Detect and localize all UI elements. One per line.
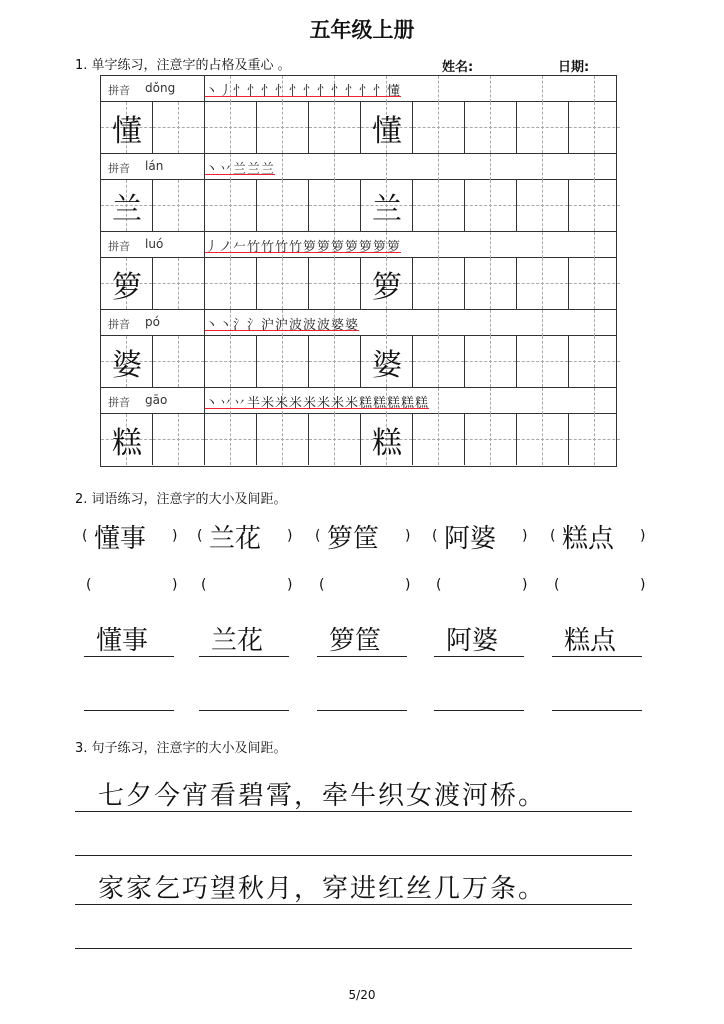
pinyin-guide	[490, 232, 491, 258]
word-underline	[434, 656, 524, 657]
writing-cell[interactable]	[361, 336, 413, 387]
pinyin-guide	[594, 154, 595, 180]
paren-open: (	[82, 528, 88, 544]
paren-open: (	[550, 528, 556, 544]
pinyin-guide	[542, 154, 543, 180]
word-model: 兰花	[209, 524, 262, 554]
writing-cell[interactable]	[517, 336, 569, 387]
pinyin-value: gāo	[145, 393, 168, 407]
pinyin-guide	[594, 310, 595, 336]
word-model: 糕点	[562, 524, 615, 554]
writing-cell[interactable]	[517, 102, 569, 153]
pinyin-paren-open: (	[201, 577, 207, 593]
writing-cell[interactable]	[257, 180, 309, 231]
pinyin-value: dǒng	[145, 81, 176, 95]
pinyin-paren-open: (	[319, 577, 325, 593]
writing-cell[interactable]	[361, 258, 413, 309]
writing-cell[interactable]	[517, 258, 569, 309]
model-character: 兰	[372, 192, 402, 227]
writing-cell[interactable]	[413, 414, 465, 465]
guide-horizontal	[413, 205, 464, 206]
char-row	[101, 388, 616, 466]
pinyin-guide	[334, 154, 335, 180]
sentence-model: 七夕今宵看碧霄，牵牛织女渡河桥。	[98, 781, 547, 811]
word-model-ruled: 懂事	[96, 626, 149, 656]
guide-horizontal	[257, 439, 308, 440]
section1-label: 1. 单字练习，注意字的占格及重心 。	[75, 58, 291, 73]
word-write-line[interactable]	[84, 710, 174, 711]
pinyin-label: 拼音	[108, 318, 130, 331]
word-write-line[interactable]	[552, 710, 642, 711]
writing-cell[interactable]	[361, 180, 413, 231]
guide-horizontal	[309, 127, 360, 128]
guide-horizontal	[517, 439, 568, 440]
sentence-underline	[75, 904, 632, 905]
writing-cell[interactable]	[153, 336, 205, 387]
writing-cell[interactable]	[153, 102, 205, 153]
guide-horizontal	[413, 127, 464, 128]
sentence-write-line[interactable]	[75, 855, 632, 856]
writing-cell[interactable]	[309, 102, 361, 153]
writing-cell[interactable]	[257, 414, 309, 465]
word-model-ruled: 兰花	[211, 626, 264, 656]
word-underline	[317, 656, 407, 657]
model-character: 婆	[112, 348, 142, 383]
paren-open: (	[197, 528, 203, 544]
writing-cell[interactable]	[517, 180, 569, 231]
guide-horizontal	[257, 361, 308, 362]
writing-cell[interactable]	[257, 102, 309, 153]
guide-horizontal	[413, 361, 464, 362]
writing-cell[interactable]	[413, 258, 465, 309]
writing-cell[interactable]	[465, 258, 517, 309]
date-label: 日期:	[558, 60, 590, 75]
pinyin-line	[101, 310, 616, 336]
writing-cell[interactable]	[413, 102, 465, 153]
paren-close: )	[522, 528, 528, 544]
word-underline	[84, 656, 174, 657]
guide-horizontal	[153, 205, 204, 206]
writing-cell[interactable]	[361, 414, 413, 465]
guide-horizontal	[205, 439, 256, 440]
pinyin-guide	[438, 76, 439, 102]
guide-horizontal	[205, 361, 256, 362]
guide-horizontal	[257, 205, 308, 206]
pinyin-guide	[594, 388, 595, 414]
writing-cell[interactable]	[205, 336, 257, 387]
pinyin-paren-open: (	[554, 577, 560, 593]
pinyin-line	[101, 232, 616, 258]
guide-horizontal	[413, 439, 464, 440]
guide-horizontal	[465, 361, 516, 362]
pinyin-guide	[542, 310, 543, 336]
writing-cell[interactable]	[153, 180, 205, 231]
model-character: 糕	[112, 426, 142, 461]
pinyin-guide	[542, 388, 543, 414]
guide-horizontal	[309, 439, 360, 440]
writing-cell[interactable]	[101, 180, 153, 231]
pinyin-guide	[490, 154, 491, 180]
word-model-ruled: 箩筐	[329, 626, 382, 656]
page-title: 五年级上册	[309, 18, 415, 42]
pinyin-guide	[438, 154, 439, 180]
writing-cell[interactable]	[257, 258, 309, 309]
guide-horizontal	[465, 283, 516, 284]
writing-cell[interactable]	[153, 258, 205, 309]
paren-close: )	[172, 528, 178, 544]
word-underline	[199, 656, 289, 657]
pinyin-guide	[594, 76, 595, 102]
model-character: 箩	[112, 270, 142, 305]
paren-open: (	[432, 528, 438, 544]
character-grid	[100, 75, 617, 467]
writing-cell[interactable]	[465, 336, 517, 387]
word-underline	[552, 656, 642, 657]
pinyin-paren-close: )	[640, 577, 646, 593]
word-model: 懂事	[94, 524, 147, 554]
pinyin-paren-close: )	[522, 577, 528, 593]
guide-horizontal	[257, 127, 308, 128]
model-character: 糕	[372, 426, 402, 461]
writing-cell[interactable]	[569, 102, 621, 153]
pinyin-line	[101, 76, 616, 102]
writing-cell[interactable]	[309, 258, 361, 309]
pinyin-guide	[542, 76, 543, 102]
guide-horizontal	[569, 283, 620, 284]
writing-cell[interactable]	[569, 258, 621, 309]
model-character: 懂	[372, 114, 402, 149]
word-model-ruled: 糕点	[564, 626, 617, 656]
writing-cell[interactable]	[309, 180, 361, 231]
guide-horizontal	[569, 205, 620, 206]
guide-horizontal	[517, 127, 568, 128]
stroke-order: 丿ノ𠂉竹竹竹竹箩箩箩箩箩箩箩	[205, 240, 402, 255]
paren-close: )	[287, 528, 293, 544]
pinyin-line	[101, 154, 616, 180]
stroke-order: 丶丶氵氵沪沪波波波婆婆	[205, 318, 360, 333]
guide-horizontal	[309, 283, 360, 284]
guide-horizontal	[257, 283, 308, 284]
pinyin-guide	[386, 310, 387, 336]
model-character: 婆	[372, 348, 402, 383]
guide-horizontal	[153, 361, 204, 362]
pinyin-guide	[438, 388, 439, 414]
writing-cell[interactable]	[101, 102, 153, 153]
paren-open: (	[315, 528, 321, 544]
writing-cell[interactable]	[569, 414, 621, 465]
writing-cell[interactable]	[413, 180, 465, 231]
section3-label: 3. 句子练习，注意字的大小及间距。	[75, 741, 287, 756]
writing-cell[interactable]	[205, 258, 257, 309]
writing-cell[interactable]	[569, 180, 621, 231]
writing-cell[interactable]	[257, 336, 309, 387]
writing-cell[interactable]	[517, 414, 569, 465]
guide-horizontal	[465, 127, 516, 128]
paren-close: )	[405, 528, 411, 544]
writing-cell[interactable]	[465, 180, 517, 231]
word-model: 箩筐	[327, 524, 380, 554]
model-character: 箩	[372, 270, 402, 305]
guide-horizontal	[205, 127, 256, 128]
writing-cell[interactable]	[309, 336, 361, 387]
paren-close: )	[640, 528, 646, 544]
guide-horizontal	[517, 361, 568, 362]
pinyin-label: 拼音	[108, 240, 130, 253]
writing-cell[interactable]	[101, 258, 153, 309]
writing-cell[interactable]	[205, 414, 257, 465]
guide-horizontal	[205, 283, 256, 284]
word-model: 阿婆	[444, 524, 497, 554]
pinyin-guide	[490, 388, 491, 414]
pinyin-line	[101, 388, 616, 414]
stroke-order: 丶丷兰兰兰	[205, 162, 276, 177]
pinyin-guide	[490, 310, 491, 336]
name-label: 姓名:	[442, 60, 474, 75]
pinyin-paren-close: )	[172, 577, 178, 593]
writing-cell[interactable]	[465, 414, 517, 465]
pinyin-guide	[386, 154, 387, 180]
writing-cell[interactable]	[309, 414, 361, 465]
guide-horizontal	[569, 127, 620, 128]
writing-cell[interactable]	[413, 336, 465, 387]
page-number: 5/20	[348, 988, 376, 1002]
char-row	[101, 154, 616, 232]
pinyin-paren-open: (	[436, 577, 442, 593]
guide-horizontal	[153, 127, 204, 128]
char-row	[101, 232, 616, 310]
sentence-model: 家家乞巧望秋月，穿进红丝几万条。	[98, 874, 547, 904]
pinyin-guide	[594, 232, 595, 258]
guide-horizontal	[465, 205, 516, 206]
pinyin-guide	[282, 154, 283, 180]
writing-cell[interactable]	[205, 102, 257, 153]
char-row	[101, 310, 616, 388]
guide-horizontal	[517, 205, 568, 206]
pinyin-paren-close: )	[405, 577, 411, 593]
word-write-line[interactable]	[317, 710, 407, 711]
pinyin-label: 拼音	[108, 84, 130, 97]
pinyin-paren-open: (	[86, 577, 92, 593]
pinyin-label: 拼音	[108, 396, 130, 409]
word-write-line[interactable]	[199, 710, 289, 711]
stroke-order: 丶丷丷半米米米米米米米糕糕糕糕糕	[205, 396, 430, 411]
pinyin-value: pó	[145, 315, 160, 329]
sentence-write-line[interactable]	[75, 948, 632, 949]
word-model-ruled: 阿婆	[446, 626, 499, 656]
guide-horizontal	[569, 361, 620, 362]
writing-cell[interactable]	[569, 336, 621, 387]
pinyin-paren-close: )	[287, 577, 293, 593]
writing-cell[interactable]	[153, 414, 205, 465]
pinyin-guide	[438, 232, 439, 258]
writing-cell[interactable]	[101, 336, 153, 387]
guide-horizontal	[153, 283, 204, 284]
writing-cell[interactable]	[361, 102, 413, 153]
guide-horizontal	[517, 283, 568, 284]
guide-horizontal	[465, 439, 516, 440]
pinyin-label: 拼音	[108, 162, 130, 175]
word-write-line[interactable]	[434, 710, 524, 711]
pinyin-guide	[542, 232, 543, 258]
guide-horizontal	[413, 283, 464, 284]
writing-cell[interactable]	[205, 180, 257, 231]
writing-cell[interactable]	[101, 414, 153, 465]
guide-horizontal	[309, 205, 360, 206]
stroke-order: 丶丿忄忄忄忄忄忄忄忄忄忄忄懂	[205, 84, 402, 99]
pinyin-guide	[490, 76, 491, 102]
guide-horizontal	[569, 439, 620, 440]
model-character: 懂	[112, 114, 142, 149]
guide-horizontal	[205, 205, 256, 206]
pinyin-value: lán	[145, 159, 164, 173]
section2-label: 2. 词语练习，注意字的大小及间距。	[75, 492, 287, 507]
writing-cell[interactable]	[465, 102, 517, 153]
model-character: 兰	[112, 192, 142, 227]
pinyin-guide	[438, 310, 439, 336]
guide-horizontal	[153, 439, 204, 440]
pinyin-value: luó	[145, 237, 164, 251]
sentence-underline	[75, 811, 632, 812]
char-row	[101, 76, 616, 154]
guide-horizontal	[309, 361, 360, 362]
